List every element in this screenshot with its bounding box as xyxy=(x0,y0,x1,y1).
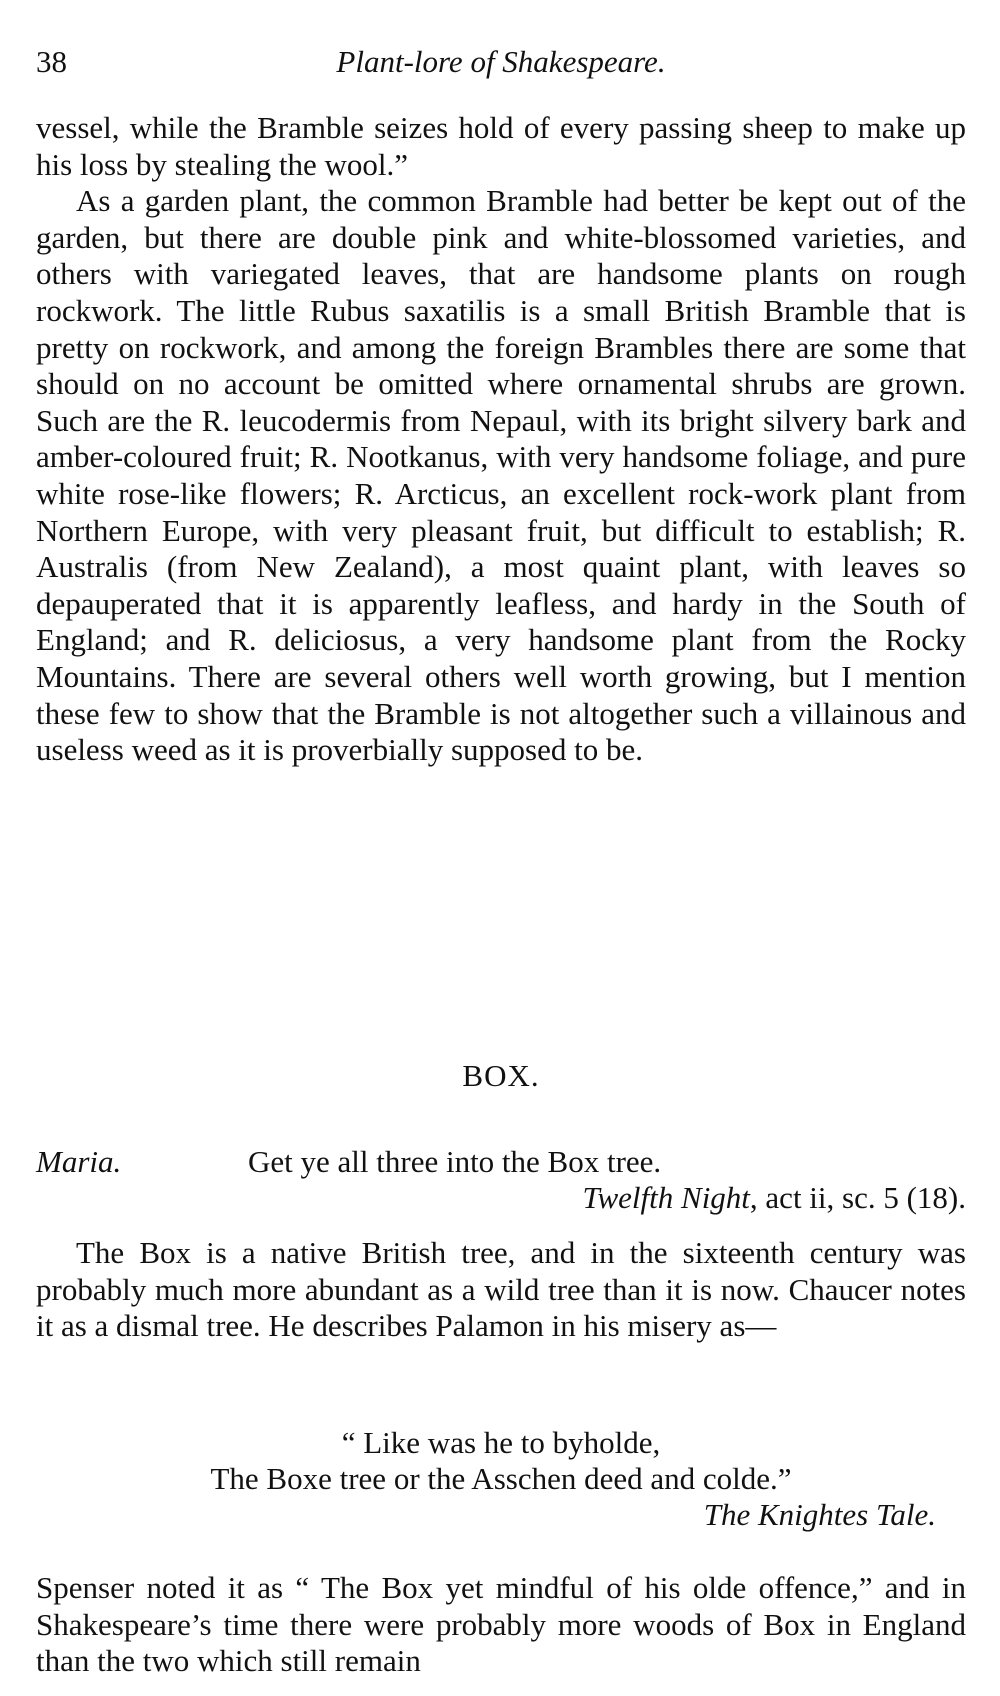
page-header xyxy=(36,44,966,92)
box-intro-text xyxy=(36,1235,966,1345)
poem-line-1: “ Like was he to byholde, xyxy=(341,1425,661,1460)
poem-source: The Knightes Tale. xyxy=(703,1497,936,1532)
chaucer-quote xyxy=(36,1425,966,1533)
epigraph-source-title: Twelfth Night xyxy=(582,1180,750,1215)
spenser-text xyxy=(36,1570,966,1680)
paragraph-box-native: The Box is a native British tree, and in the sixteenth century was probably much more abundant as a wild tree than it is now. Chaucer notes it as a dismal tree. He describes Palamon in his misery as— xyxy=(36,1235,966,1344)
epigraph-source-ref: , act ii, sc. 5 (18). xyxy=(749,1180,966,1215)
epigraph-source xyxy=(36,1180,966,1216)
paragraph-continued: vessel, while the Bramble seizes hold of every passing sheep to make up his loss by stealing the wool.” xyxy=(36,110,966,182)
paragraph-spenser: Spenser noted it as “ The Box yet mindful of his olde offence,” and in Shakespeare’s time there were probably more woods of Box in England than the two which still remain xyxy=(36,1570,966,1679)
running-title: Plant-lore of Shakespeare. xyxy=(336,44,666,79)
page-number: 38 xyxy=(36,44,67,79)
epigraph-speaker: Maria. xyxy=(36,1144,122,1179)
paragraph-garden-bramble: As a garden plant, the common Bramble had better be kept out of the garden, but there are double pink and white-blossomed varieties, and others with variegated leaves, that are handsome plants on rough rockwork. The little Rubus saxatilis is a small British Bramble that is pretty on rockwork, and among the foreign Brambles there are some that should on no account be omitted where ornamental shrubs are grown. Such are the R. leucodermis from Nepaul, with its bright silvery bark and amber-coloured fruit; R. Nootkanus, with very handsome foliage, and pure white rose-like flowers; R. Arcticus, an excellent rock-work plant from Northern Europe, with very pleasant fruit, but difficult to establish; R. Australis (from New Zealand), a most quaint plant, with leaves so depauperated that it is apparently leafless, and hardy in the South of England; and R. deliciosus, a very handsome plant from the Rocky Mountains. There are several others well worth growing, but I mention these few to show that the Bramble is not altogether such a villainous and useless weed as it is proverbially supposed to be. xyxy=(36,183,966,768)
epigraph-quote: Get ye all three into the Box tree. xyxy=(248,1144,662,1179)
poem-line-2: The Boxe tree or the Asschen deed and colde.” xyxy=(210,1461,792,1496)
continuation-text xyxy=(36,110,966,769)
section-heading: BOX. xyxy=(462,1058,540,1093)
